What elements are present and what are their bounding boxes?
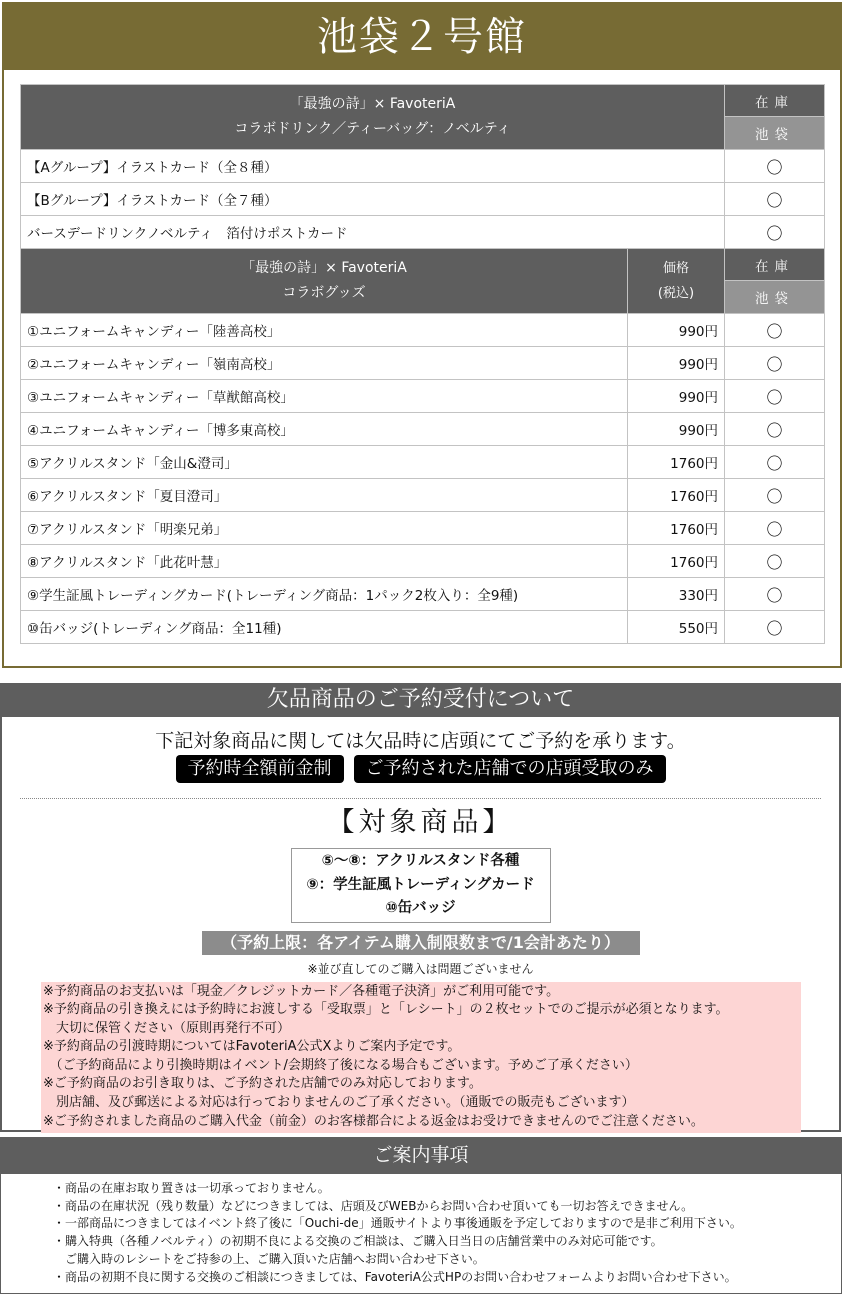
target-item: ⑩缶バッジ bbox=[385, 900, 456, 916]
note-line: 別店舗、及び郵送による対応は行っておりませんのご了承ください。（通販での販売もございます） bbox=[43, 1095, 635, 1111]
novelty-row bbox=[21, 183, 825, 216]
guide-item: ・商品の在庫状況（残り数量）などにつきましては、店頭及びWEBからお問い合わせ頂いても一切お答えできません。 bbox=[53, 1198, 694, 1213]
item-price: 990円 bbox=[628, 347, 725, 380]
item-name: ⑨学生証風トレーディングカード(トレーディング商品：1パック2枚入り：全9種) bbox=[21, 578, 628, 611]
item-name: ⑦アクリルスタンド「明楽兄弟」 bbox=[21, 512, 628, 545]
stock-status: 〇 bbox=[725, 479, 825, 512]
stock-status: 〇 bbox=[725, 216, 825, 249]
store-pickup-badge: ご予約された店舗での店頭受取のみ bbox=[354, 755, 666, 783]
note-line: （ご予約商品により引換時期はイベント/会期終了後になる場合もございます。予めご了承ください） bbox=[43, 1057, 638, 1073]
stock-status: 〇 bbox=[725, 413, 825, 446]
novelty-header-row bbox=[21, 85, 825, 117]
stock-status: 〇 bbox=[725, 578, 825, 611]
note-line: ※予約商品のお支払いは「現金／クレジットカード／各種電子決済」がご利用可能です。 bbox=[43, 983, 560, 999]
store-section bbox=[2, 2, 842, 668]
goods-row bbox=[21, 380, 825, 413]
store-title: 池袋２号館 bbox=[2, 2, 842, 70]
item-price: 990円 bbox=[628, 380, 725, 413]
item-name: ④ユニフォームキャンディー「博多東高校」 bbox=[21, 413, 628, 446]
guide-item: ・商品の初期不良に関する交換のご相談につきましては、FavoteriA公式HPのお問い合わせフォームよりお問い合わせ下さい。 bbox=[53, 1269, 737, 1284]
reservation-notes bbox=[41, 982, 801, 1134]
goods-row bbox=[21, 314, 825, 347]
target-item: ⑨：学生証風トレーディングカード bbox=[306, 876, 535, 893]
goods-row bbox=[21, 611, 825, 644]
item-price: 1760円 bbox=[628, 479, 725, 512]
guide-item: ・商品の在庫お取り置きは一切承っておりません。 bbox=[53, 1181, 330, 1195]
goods-row bbox=[21, 413, 825, 446]
guide-item: ・一部商品につきましてはイベント終了後に「Ouchi-de」通販サイトより事後通販を予定しておりますので是非ご利用下さい。 bbox=[53, 1216, 742, 1231]
stock-status: 〇 bbox=[725, 150, 825, 183]
reservation-lead: 下記対象商品に関しては欠品時に店頭にてご予約を承ります。 bbox=[155, 730, 686, 752]
stock-status: 〇 bbox=[725, 611, 825, 644]
stock-status: 〇 bbox=[725, 545, 825, 578]
item-name: 【Aグループ】イラストカード（全８種） bbox=[21, 150, 725, 183]
item-price: 990円 bbox=[628, 413, 725, 446]
item-price: 550円 bbox=[628, 611, 725, 644]
target-item: ⑤〜⑧：アクリルスタンド各種 bbox=[321, 853, 520, 869]
novelty-header bbox=[21, 85, 725, 150]
note-line: ※予約商品の引渡時期についてはFavoteriA公式Xよりご案内予定です。 bbox=[43, 1039, 461, 1055]
stock-status: 〇 bbox=[725, 380, 825, 413]
novelty-header-line1: 「最強の詩」× FavoteriA bbox=[289, 96, 456, 112]
price-label-line1: 価格 bbox=[663, 261, 690, 276]
stock-label: 在庫 bbox=[725, 249, 825, 281]
stock-status: 〇 bbox=[725, 183, 825, 216]
target-products-title: 【対象商品】 bbox=[327, 807, 514, 838]
goods-row bbox=[21, 347, 825, 380]
item-name: ⑤アクリルスタンド「金山&澄司」 bbox=[21, 446, 628, 479]
stock-table bbox=[20, 84, 825, 644]
item-name: ②ユニフォームキャンディー「嶺南高校」 bbox=[21, 347, 628, 380]
reservation-section bbox=[0, 683, 841, 1132]
goods-row bbox=[21, 479, 825, 512]
item-price: 330円 bbox=[628, 578, 725, 611]
stock-status: 〇 bbox=[725, 512, 825, 545]
item-price: 990円 bbox=[628, 314, 725, 347]
item-name: ⑥アクリルスタンド「夏目澄司」 bbox=[21, 479, 628, 512]
prepayment-badge: 予約時全額前金制 bbox=[176, 755, 344, 783]
goods-row bbox=[21, 545, 825, 578]
guide-item: ・購入特典（各種ノベルティ）の初期不良による交換のご相談は、ご購入日当日の店舗営業中のみ対応可能です。 bbox=[53, 1234, 663, 1249]
goods-header-row bbox=[21, 249, 825, 281]
item-name: バースデードリンクノベルティ 箔付けポストカード bbox=[21, 216, 725, 249]
goods-header-line1: 「最強の詩」× FavoteriA bbox=[241, 260, 407, 276]
item-name: ⑧アクリルスタンド「此花叶慧」 bbox=[21, 545, 628, 578]
item-name: ①ユニフォームキャンディー「陸善高校」 bbox=[21, 314, 628, 347]
stock-label: 在庫 bbox=[725, 85, 825, 117]
item-price: 1760円 bbox=[628, 512, 725, 545]
reservation-title: 欠品商品のご予約受付について bbox=[0, 683, 841, 717]
note-line: ※予約商品の引き換えには予約時にお渡しする「受取票」と「レシート」の２枚セットでのご提示が必須となります。 bbox=[43, 1002, 729, 1018]
goods-row bbox=[21, 578, 825, 611]
goods-header-line2: コラボグッズ bbox=[282, 285, 366, 301]
item-name: ⑩缶バッジ(トレーディング商品：全11種) bbox=[21, 611, 628, 644]
item-price: 1760円 bbox=[628, 446, 725, 479]
guide-list bbox=[1, 1174, 841, 1286]
reservation-limit-note: ※並び直してのご購入は問題ございません bbox=[307, 961, 534, 976]
shop-label: 池袋 bbox=[725, 117, 825, 150]
reservation-limit: （予約上限：各アイテム購入制限数まで/1会計あたり） bbox=[202, 931, 640, 955]
stock-status: 〇 bbox=[725, 347, 825, 380]
dotted-divider bbox=[20, 798, 821, 799]
stock-status: 〇 bbox=[725, 446, 825, 479]
target-products-box bbox=[291, 848, 551, 923]
price-header bbox=[628, 249, 725, 314]
guide-item: ご購入時のレシートをご持参の上、ご購入頂いた店舗へお問い合わせ下さい。 bbox=[53, 1251, 485, 1266]
guide-title: ご案内事項 bbox=[0, 1137, 842, 1174]
goods-row bbox=[21, 512, 825, 545]
item-name: ③ユニフォームキャンディー「草猷館高校」 bbox=[21, 380, 628, 413]
stock-status: 〇 bbox=[725, 314, 825, 347]
goods-row bbox=[21, 446, 825, 479]
reservation-badges bbox=[2, 755, 839, 783]
shop-label: 池袋 bbox=[725, 281, 825, 314]
item-name: 【Bグループ】イラストカード（全７種） bbox=[21, 183, 725, 216]
novelty-row bbox=[21, 216, 825, 249]
note-line: ※ご予約されました商品のご購入代金（前金）のお客様都合による返金はお受けできませんのでご注意ください。 bbox=[43, 1113, 704, 1129]
goods-header bbox=[21, 249, 628, 314]
novelty-header-line2: コラボドリンク／ティーバッグ：ノベルティ bbox=[234, 121, 511, 137]
guide-section bbox=[0, 1137, 842, 1294]
price-label-line2: (税込) bbox=[657, 286, 695, 301]
item-price: 1760円 bbox=[628, 545, 725, 578]
note-line: 大切に保管ください（原則再発行不可） bbox=[43, 1020, 291, 1036]
novelty-row bbox=[21, 150, 825, 183]
note-line: ※ご予約商品のお引き取りは、ご予約された店舗でのみ対応しております。 bbox=[43, 1076, 482, 1092]
